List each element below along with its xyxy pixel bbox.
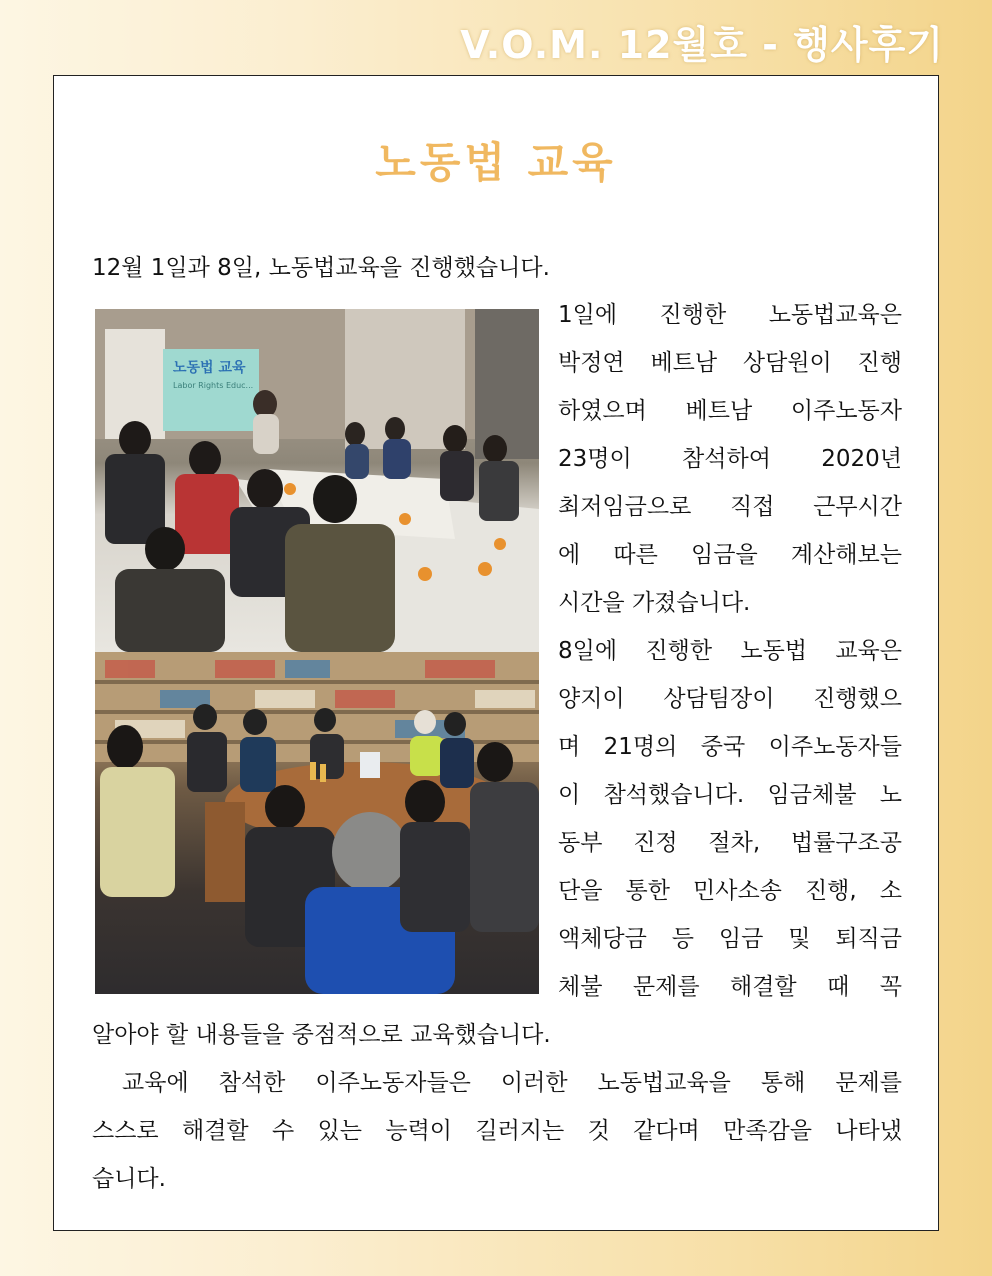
full-line-4: 습니다. bbox=[92, 1166, 166, 1192]
side-line-5: 최저임금으로 직접 근무시간 bbox=[558, 494, 902, 520]
page-header: V.O.M. 12월호 - 행사후기 bbox=[460, 23, 944, 67]
side-line-11: 이 참석했습니다. 임금체불 노 bbox=[558, 782, 902, 808]
side-line-15: 체불 문제를 해결할 때 꼭 bbox=[558, 974, 902, 1000]
seminar-photo bbox=[95, 309, 539, 652]
side-line-3: 하였으며 베트남 이주노동자 bbox=[558, 398, 902, 424]
side-line-9: 양지이 상담팀장이 진행했으 bbox=[558, 686, 902, 712]
side-line-7: 시간을 가졌습니다. bbox=[558, 590, 751, 616]
side-line-12: 동부 진정 절차, 법률구조공 bbox=[558, 830, 902, 856]
library-photo bbox=[95, 652, 539, 994]
side-line-10: 며 21명의 중국 이주노동자들 bbox=[558, 734, 902, 760]
side-line-14: 액체당금 등 임금 및 퇴직금 bbox=[558, 926, 902, 952]
intro-line: 12월 1일과 8일, 노동법교육을 진행했습니다. bbox=[92, 255, 550, 281]
side-line-4: 23명이 참석하여 2020년 bbox=[558, 446, 902, 472]
banner-subtext: Labor Rights Educ... bbox=[173, 381, 254, 390]
full-line-3: 스스로 해결할 수 있는 능력이 길러지는 것 같다며 만족감을 나타냈 bbox=[92, 1118, 902, 1144]
banner-text: 노동법 교육 bbox=[173, 360, 246, 376]
side-line-13: 단을 통한 민사소송 진행, 소 bbox=[558, 878, 902, 904]
side-line-6: 에 따른 임금을 계산해보는 bbox=[558, 542, 902, 568]
side-line-1: 1일에 진행한 노동법교육은 bbox=[558, 302, 902, 328]
full-line-1: 알아야 할 내용들을 중점적으로 교육했습니다. bbox=[92, 1022, 551, 1048]
full-line-2: 교육에 참석한 이주노동자들은 이러한 노동법교육을 통해 문제를 bbox=[92, 1070, 902, 1096]
side-line-2: 박정연 베트남 상담원이 진행 bbox=[558, 350, 902, 376]
article-title: 노동법 교육 bbox=[375, 138, 617, 187]
side-line-8: 8일에 진행한 노동법 교육은 bbox=[558, 638, 902, 664]
